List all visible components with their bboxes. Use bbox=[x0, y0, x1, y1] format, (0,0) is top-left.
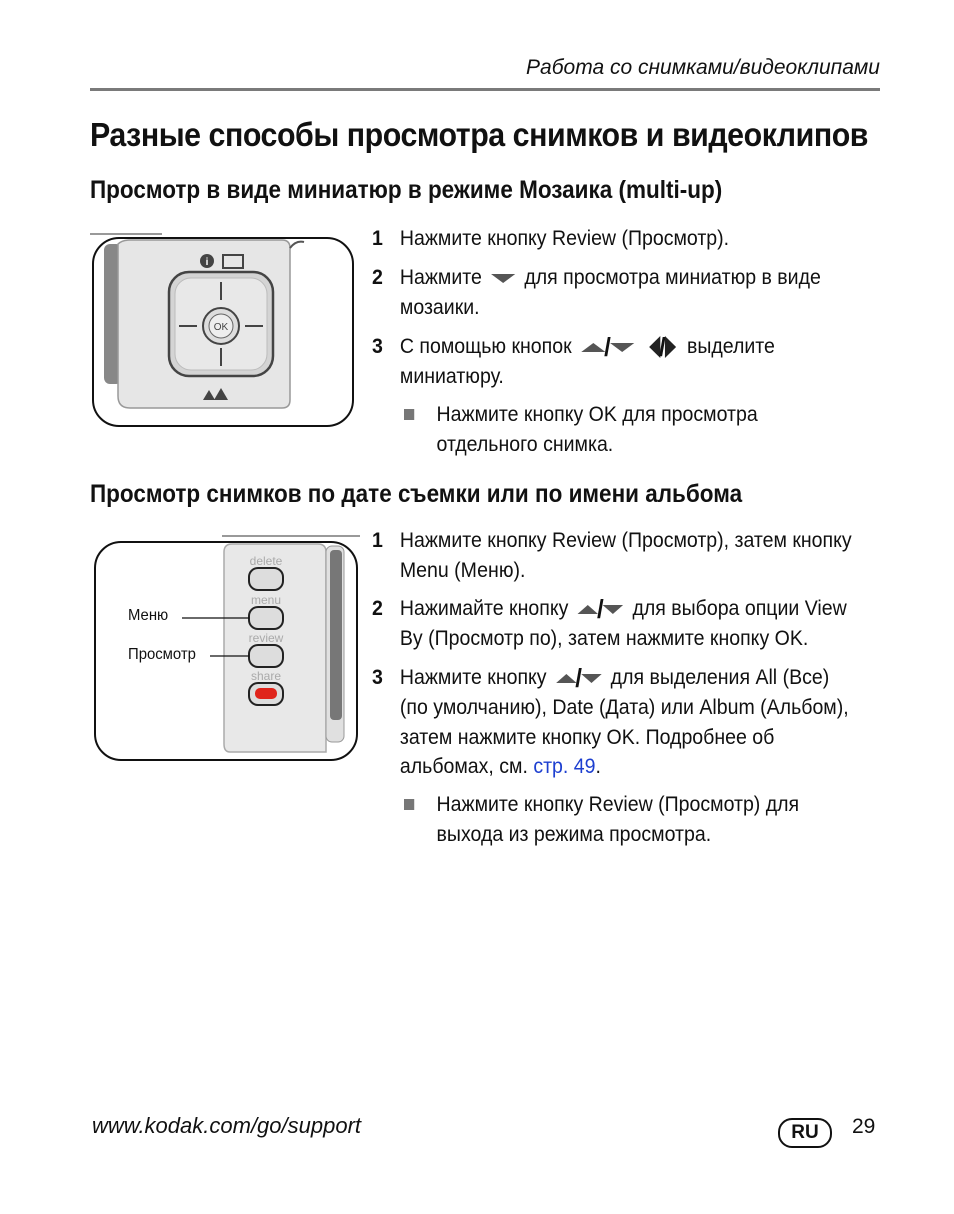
s1-step-2: 2 Нажмите для просмотра миниатюр в виде мозаики. bbox=[372, 266, 821, 319]
ok-label: OK bbox=[213, 322, 229, 333]
s2-step-3: 3 Нажмите кнопку / для выделения All (Все) (по умолчанию), Date (Дата) или Album (Альбом), затем нажмите кнопку OK. Подробнее об альбомах, см. стр. 49. bbox=[372, 662, 849, 779]
page-title: Разные способы просмотра снимков и видеоклипов bbox=[90, 116, 869, 153]
bullet-square-icon bbox=[404, 799, 414, 810]
up-down-arrows-icon: / bbox=[581, 332, 634, 362]
up-down-arrows-icon: / bbox=[556, 663, 602, 693]
camera-dial-illustration bbox=[90, 230, 356, 430]
down-arrow-icon bbox=[491, 274, 515, 283]
page-number: 29 bbox=[852, 1115, 876, 1138]
s1-bullet: Нажмите кнопку OK для просмотра отдельного снимка. bbox=[404, 400, 850, 459]
up-down-arrows-icon: / bbox=[578, 594, 624, 624]
svg-text:delete: delete bbox=[249, 554, 283, 568]
callout-review: Просмотр bbox=[128, 646, 196, 663]
left-right-arrows-icon: / bbox=[649, 332, 676, 362]
s1-step-1: 1 Нажмите кнопку Review (Просмотр). bbox=[372, 227, 730, 250]
svg-text:share: share bbox=[250, 669, 282, 683]
page-49-link[interactable]: стр. 49 bbox=[533, 755, 596, 779]
svg-text:i: i bbox=[205, 257, 209, 268]
section1-heading: Просмотр в виде миниатюр в режиме Мозаика (multi-up) bbox=[90, 176, 723, 204]
svg-text:menu: menu bbox=[250, 593, 282, 607]
s2-step-1: 1 Нажмите кнопку Review (Просмотр), затем кнопку Menu (Меню). bbox=[372, 529, 852, 582]
header-rule bbox=[90, 88, 880, 91]
s2-bullet: Нажмите кнопку Review (Просмотр) для выхода из режима просмотра. bbox=[404, 790, 850, 849]
footer-url[interactable]: www.kodak.com/go/support bbox=[92, 1113, 362, 1138]
svg-text:review: review bbox=[248, 631, 284, 645]
language-badge: RU bbox=[778, 1118, 832, 1148]
bullet-square-icon bbox=[404, 409, 414, 420]
s2-step-2: 2 Нажимайте кнопку / для выбора опции View By (Просмотр по), затем нажмите кнопку OK. bbox=[372, 593, 847, 651]
callout-menu: Меню bbox=[128, 607, 169, 624]
s1-step-3: 3 С помощью кнопок / / выделите миниатюру. bbox=[372, 331, 775, 389]
running-header: Работа со снимками/видеоклипами bbox=[526, 56, 880, 79]
section2-heading: Просмотр снимков по дате съемки или по имени альбома bbox=[90, 480, 743, 508]
